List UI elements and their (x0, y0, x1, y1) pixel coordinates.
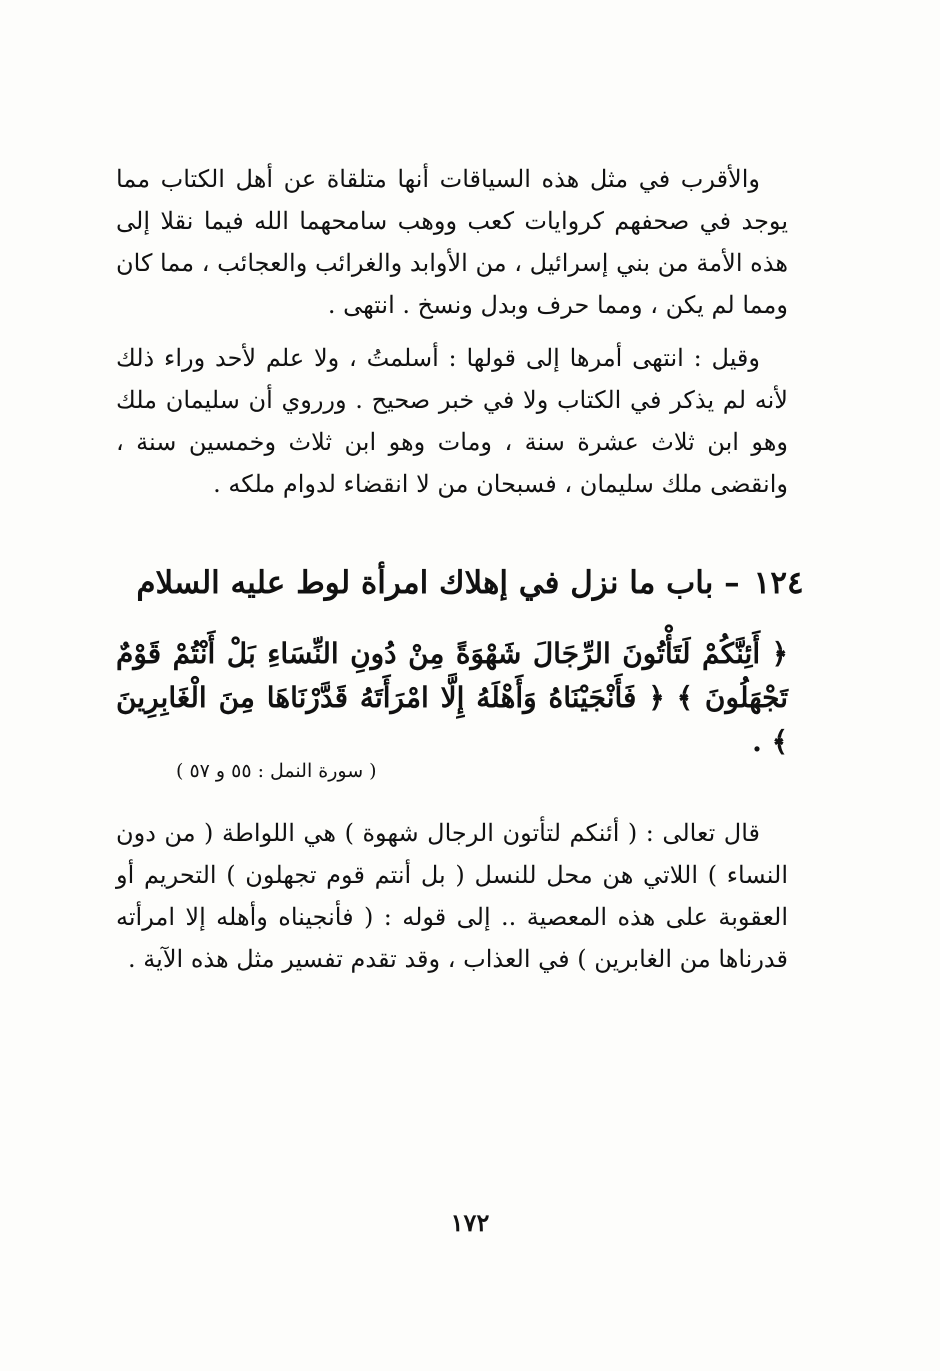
verse-source-reference: ( سورة النمل : ٥٥ و ٥٧ ) (176, 760, 377, 782)
paragraph-commentary-1: والأقرب في مثل هذه السياقات أنها متلقاة عن أهل الكتاب مما يوجد في صحفهم كروايات كعب ووهب سامحهما الله فيما نقلا إلى هذه الأمة من بني إسرائيل ، من الأوابد والغرائب والعجائب ، مما كان ومما لم يكن ، ومما حرف وبدل ونسخ . انتهى . (116, 165, 788, 319)
chapter-number: ١٢٤ (753, 565, 804, 601)
chapter-heading (0, 560, 940, 606)
paragraph-tafsir: قال تعالى : ( أئنكم لتأتون الرجال شهوة ) هي اللواطة ( من دون النساء ) اللاتي هن محل للنسل ( بل أنتم قوم تجهلون ) التحريم أو العقوبة على هذه المعصية .. إلى قوله : ( فأنجيناه وأهله إلا امرأته قدرناها من الغابرين ) في العذاب ، وقد تقدم تفسير مثل هذه الآية . (116, 819, 789, 973)
quran-verse: ﴿ أَئِنَّكُمْ لَتَأْتُونَ الرِّجَالَ شَهْوَةً مِنْ دُونِ النِّسَاءِ بَلْ أَنْتُمْ قَوْمٌ تَجْهَلُونَ ﴾ ﴿ فَأَنْجَيْنَاهُ وَأَهْلَهُ إِلَّا امْرَأَتَهُ قَدَّرْنَاهَا مِنَ الْغَابِرِينَ ﴾ . (116, 637, 788, 758)
page-number: ١٧٢ (450, 1208, 490, 1237)
chapter-title: – باب ما نزل في إهلاك امرأة لوط عليه السلام (136, 565, 740, 601)
paragraph-commentary-2: وقيل : انتهى أمرها إلى قولها : أسلمتُ ، ولا علم لأحد وراء ذلك لأنه لم يذكر في الكتاب ولا في خبر صحيح . ورروي أن سليمان ملك وهو ابن ثلاث عشرة سنة ، ومات وهو ابن ثلاث وخمسين سنة ، وانقضى ملك سليمان ، فسبحان من لا انقضاء لدوام ملكه . (116, 344, 788, 498)
